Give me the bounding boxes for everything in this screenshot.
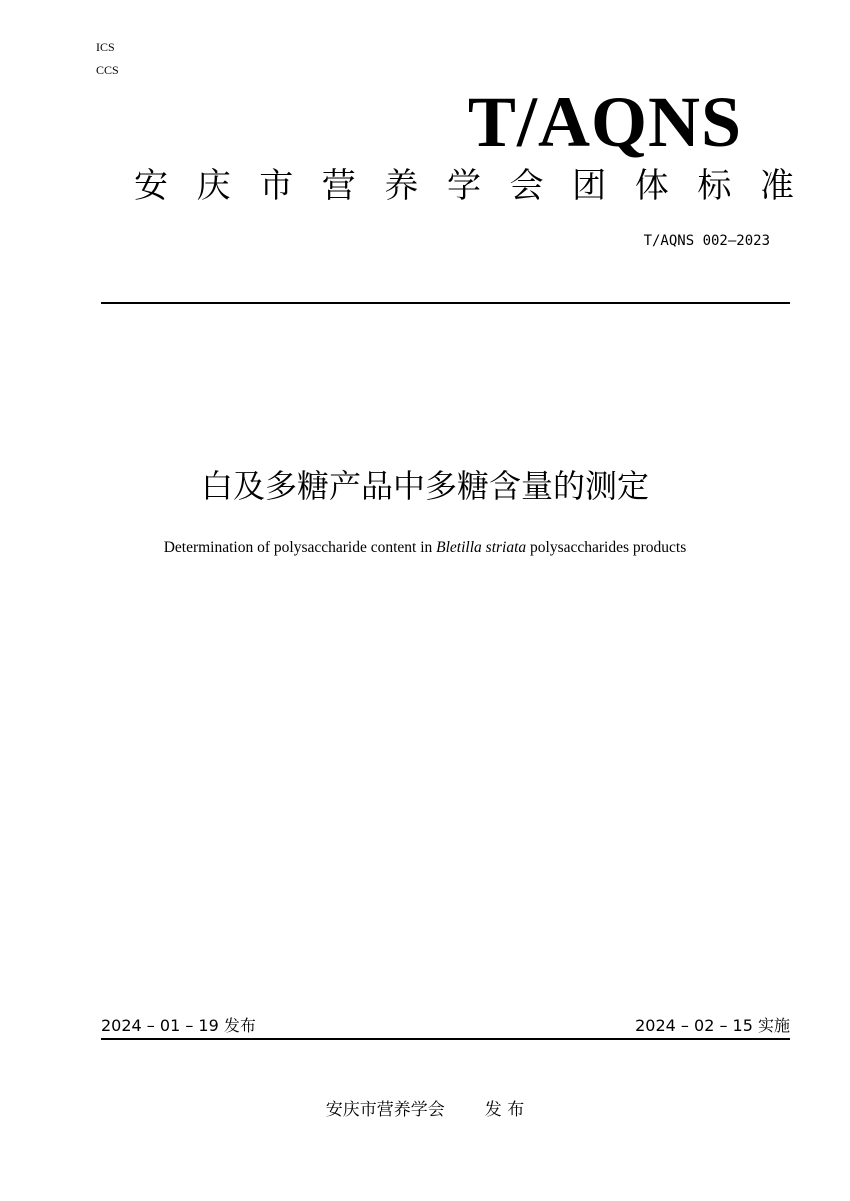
subtitle-species: Bletilla striata <box>436 539 527 556</box>
implementation-date: 2024 – 02 – 15 实施 <box>635 1016 790 1035</box>
org-title-char: 体 <box>634 166 669 206</box>
document-subtitle <box>0 538 850 558</box>
org-title-char: 准 <box>759 166 794 206</box>
ics-label: ICS <box>96 40 115 54</box>
subtitle-text: Determination of polysaccharide content in <box>163 539 437 556</box>
org-title-char: 庆 <box>196 166 231 206</box>
document-title: 白及多糖产品中多糖含量的测定 <box>200 467 649 505</box>
ccs-label: CCS <box>96 63 119 77</box>
standard-number: T/AQNS 002—2023 <box>643 233 770 249</box>
org-title-char: 学 <box>446 166 481 206</box>
standard-logo: T/AQNS <box>467 82 742 162</box>
org-title-char: 会 <box>509 166 544 206</box>
org-title-char: 安 <box>134 166 168 206</box>
org-title-char: 团 <box>572 166 607 206</box>
org-standard-title <box>134 166 794 206</box>
publisher-line <box>0 1098 850 1122</box>
org-title-char: 营 <box>321 166 356 206</box>
footer-divider <box>101 1038 790 1040</box>
publisher-action: 发 布 <box>484 1100 525 1120</box>
publisher-name: 安庆市营养学会 <box>325 1100 445 1120</box>
org-title-char: 标 <box>697 166 732 206</box>
org-title-char: 市 <box>259 166 294 206</box>
org-title-char: 养 <box>384 166 419 206</box>
publish-date: 2024 – 01 – 19 发布 <box>101 1016 256 1035</box>
header-divider <box>101 302 790 304</box>
subtitle-text-end: polysaccharides products <box>526 539 687 556</box>
